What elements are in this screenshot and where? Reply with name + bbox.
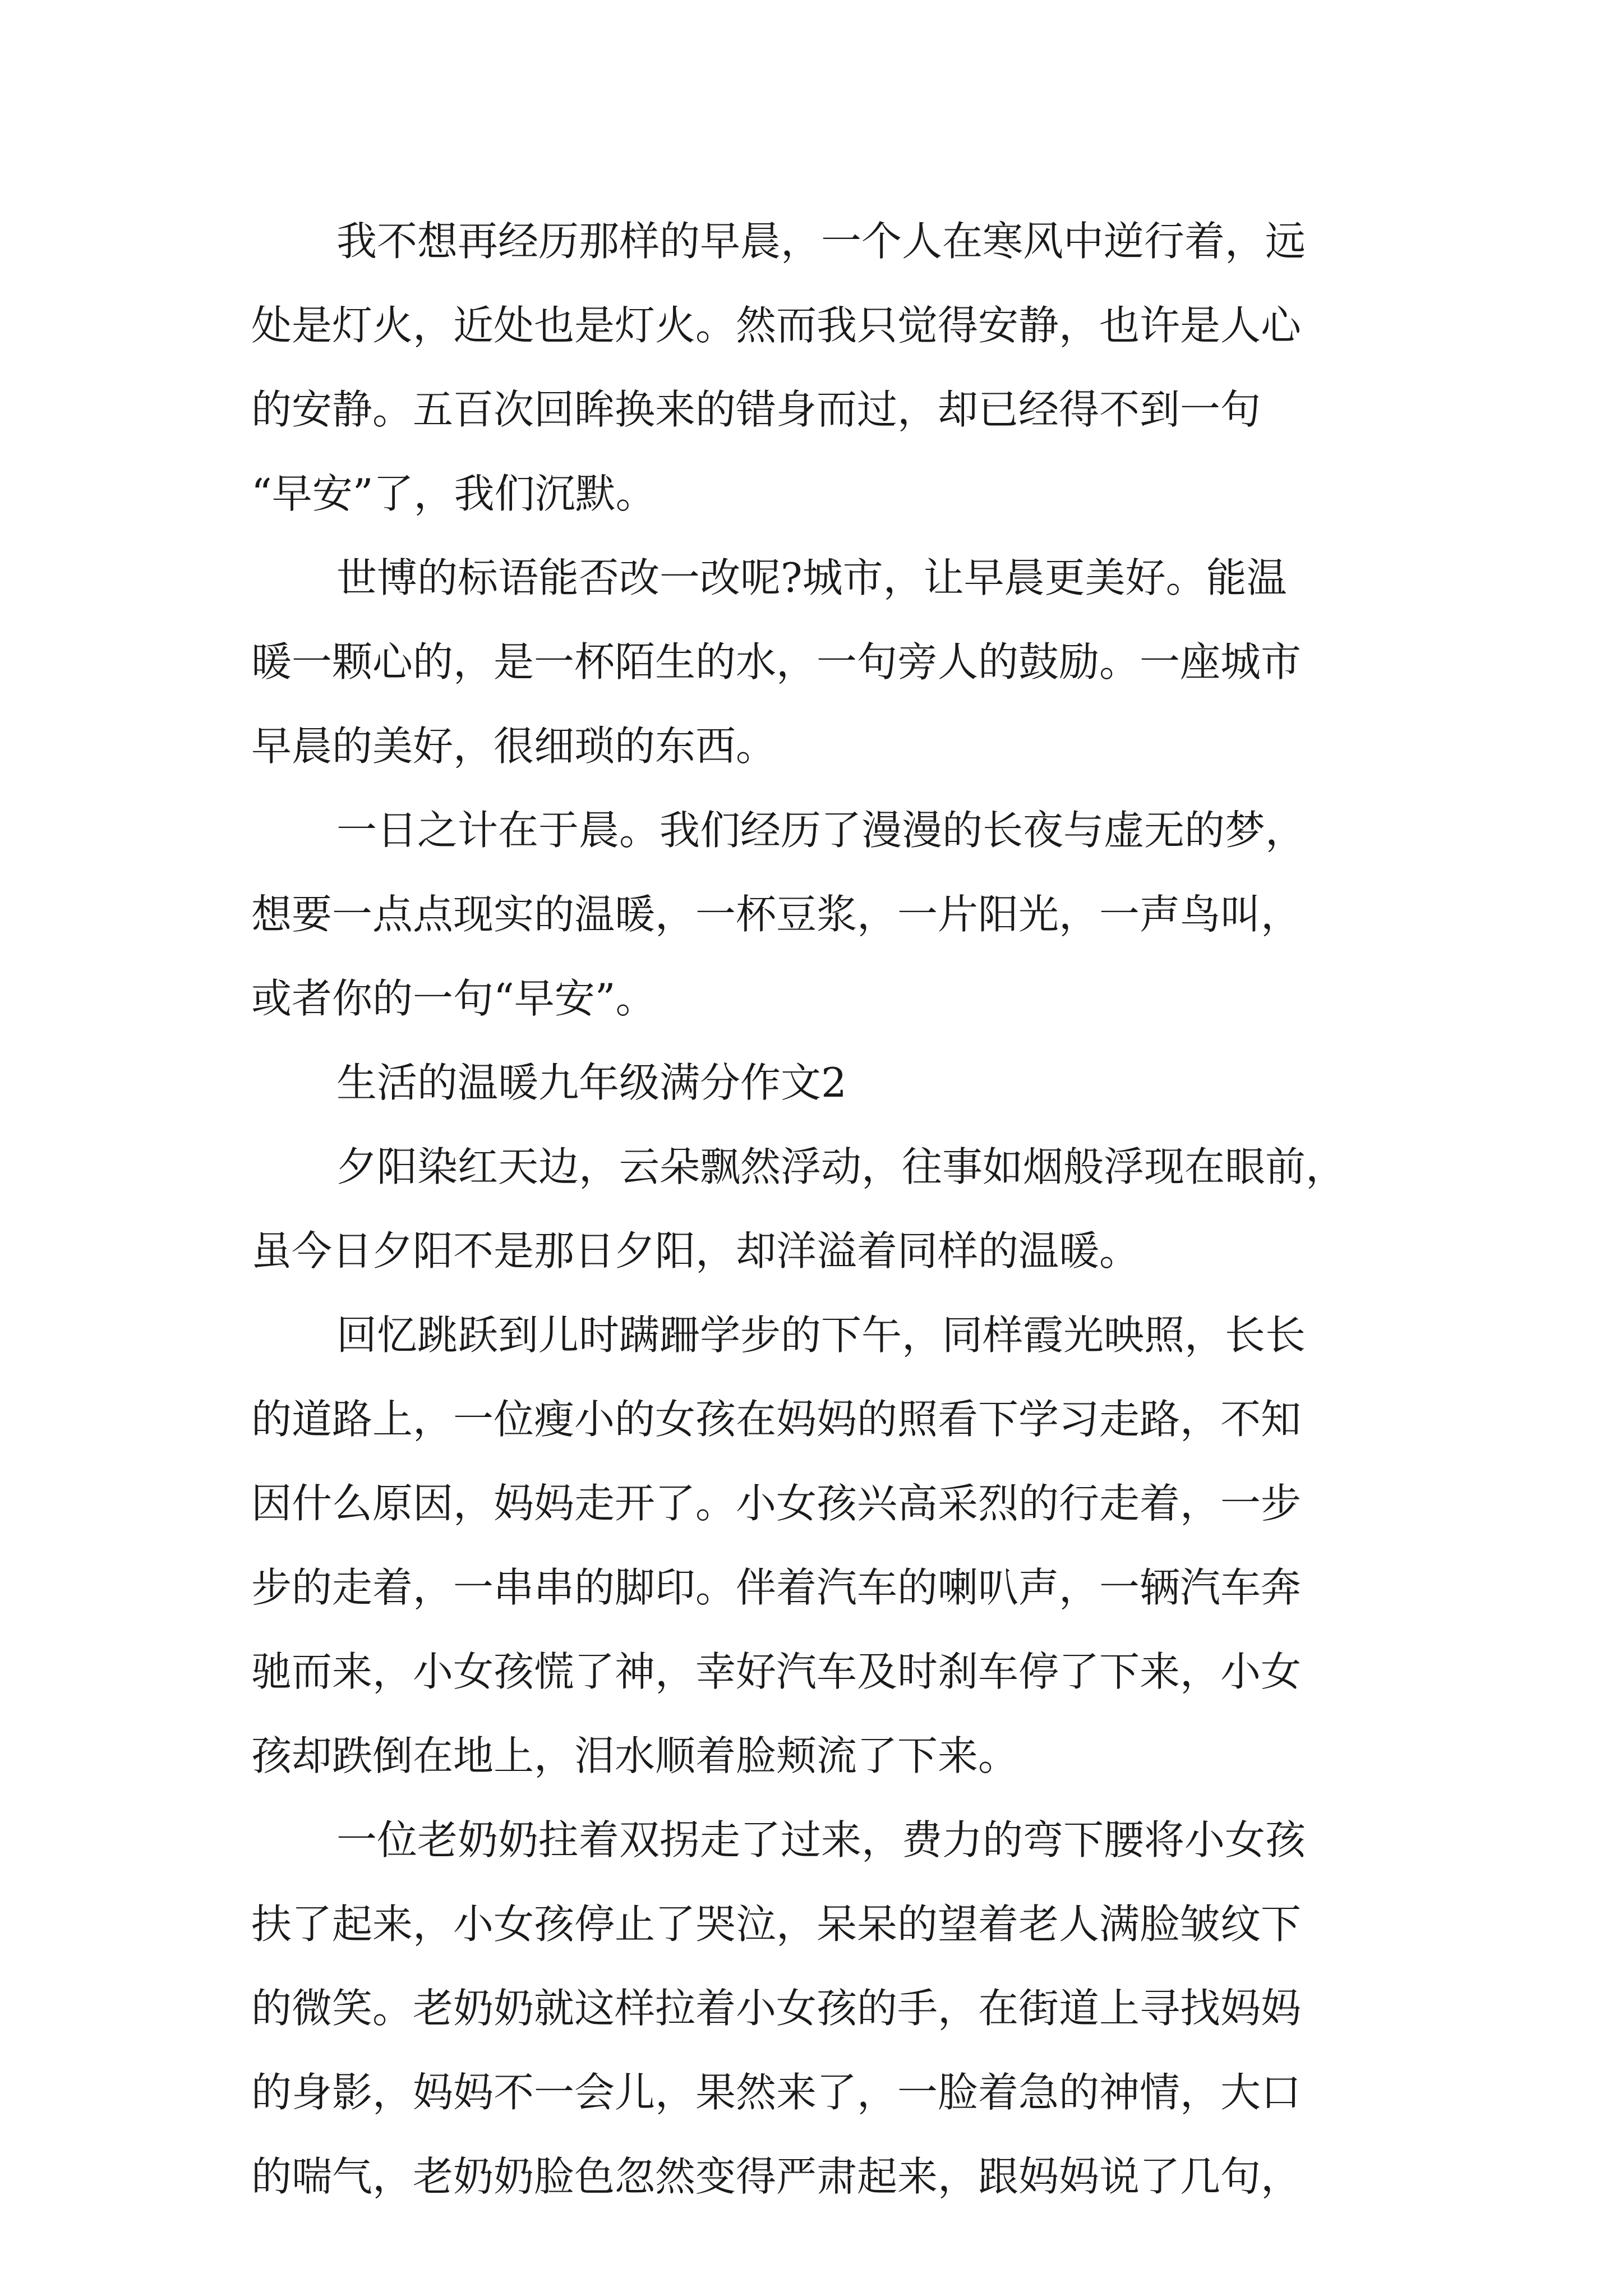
paragraph-1-line-3: 的安静。五百次回眸换来的错身而过，却已经得不到一句 (251, 386, 1261, 433)
paragraph-6-line-2: 扶了起来，小女孩停止了哭泣，呆呆的望着老人满脸皱纹下 (251, 1901, 1302, 1948)
paragraph-5-line-1: 回忆跳跃到儿时蹒跚学步的下午，同样霞光映照，长长 (336, 1312, 1306, 1359)
paragraph-6-line-4: 的身影，妈妈不一会儿，果然来了，一脸着急的神情，大口 (251, 2069, 1302, 2116)
paragraph-3-line-3: 或者你的一句“早安”。 (251, 975, 656, 1022)
paragraph-6-line-3: 的微笑。老奶奶就这样拉着小女孩的手，在街道上寻找妈妈 (251, 1985, 1302, 2032)
paragraph-5-line-3: 因什么原因，妈妈走开了。小女孩兴高采烈的行走着，一步 (251, 1480, 1302, 1527)
paragraph-4-line-1: 夕阳染红天边，云朵飘然浮动，往事如烟般浮现在眼前， (336, 1143, 1347, 1190)
paragraph-5-line-5: 驰而来，小女孩慌了神，幸好汽车及时刹车停了下来，小女 (251, 1648, 1302, 1695)
paragraph-5-line-4: 步的走着，一串串的脚印。伴着汽车的喇叭声，一辆汽车奔 (251, 1564, 1302, 1611)
paragraph-1-line-1: 我不想再经历那样的早晨，一个人在寒风中逆行着，远 (336, 218, 1306, 265)
section-title: 生活的温暖九年级满分作文2 (336, 1059, 847, 1106)
paragraph-3-line-2: 想要一点点现实的温暖，一杯豆浆，一片阳光，一声鸟叫， (251, 891, 1302, 938)
paragraph-1-line-2: 处是灯火，近处也是灯火。然而我只觉得安静，也许是人心 (251, 302, 1302, 349)
paragraph-3-line-1: 一日之计在于晨。我们经历了漫漫的长夜与虚无的梦， (336, 807, 1306, 854)
paragraph-2-line-3: 早晨的美好，很细琐的东西。 (251, 723, 777, 770)
paragraph-6-line-1: 一位老奶奶拄着双拐走了过来，费力的弯下腰将小女孩 (336, 1816, 1306, 1864)
paragraph-6-line-5: 的喘气，老奶奶脸色忽然变得严肃起来，跟妈妈说了几句， (251, 2153, 1302, 2200)
paragraph-5-line-2: 的道路上，一位瘦小的女孩在妈妈的照看下学习走路，不知 (251, 1396, 1302, 1443)
paragraph-4-line-2: 虽今日夕阳不是那日夕阳，却洋溢着同样的温暖。 (251, 1227, 1140, 1274)
paragraph-5-line-6: 孩却跌倒在地上，泪水顺着脸颊流了下来。 (251, 1732, 1019, 1779)
paragraph-2-line-1: 世博的标语能否改一改呢?城市，让早晨更美好。能温 (336, 554, 1287, 601)
paragraph-2-line-2: 暖一颗心的，是一杯陌生的水，一句旁人的鼓励。一座城市 (251, 638, 1302, 685)
paragraph-1-line-4: “早安”了，我们沉默。 (251, 470, 656, 517)
